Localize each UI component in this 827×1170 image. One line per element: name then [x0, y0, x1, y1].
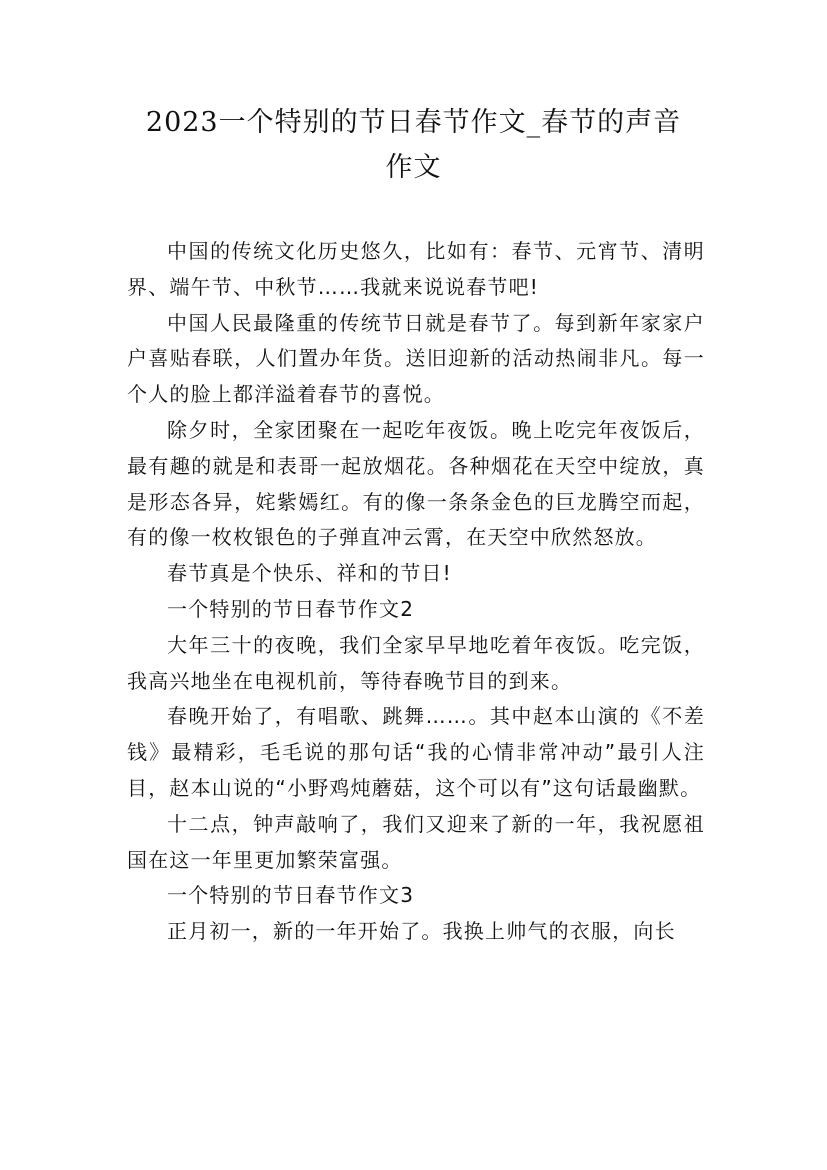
title-line-1: 2023一个特别的节日春节作文_春节的声音 [145, 107, 682, 138]
document-title [100, 100, 727, 190]
paragraph-conclusion: 春节真是个快乐、祥和的节日! [167, 561, 452, 586]
paragraph-dinner: 大年三十的夜晚，我们全家早早地吃着年夜饭。吃完饭，我高兴地坐在电视机前，等待春晚节目的到来。 [127, 632, 705, 693]
paragraph-new-years-eve: 除夕时，全家团聚在一起吃年夜饭。晚上吃完年夜饭后，最有趣的就是和表哥一起放烟花。各种烟花在天空中绽放，真是形态各异，姹紫嫣红。有的像一条条金色的巨龙腾空而起，有的像一枚枚银色的子弹直冲云霄，在天空中欣然怒放。 [127, 417, 705, 550]
paragraph-spring-festival: 中国人民最隆重的传统节日就是春节了。每到新年家家户户喜贴春联，人们置办年货。送旧迎新的活动热闹非凡。每一个人的脸上都洋溢着春节的喜悦。 [127, 310, 705, 407]
section-heading-3: 一个特别的节日春节作文3 [167, 883, 415, 908]
title-line-2: 作文 [385, 152, 442, 183]
section-heading-2: 一个特别的节日春节作文2 [167, 596, 415, 621]
document-body [127, 234, 705, 950]
paragraph-new-year-day: 正月初一，新的一年开始了。我换上帅气的衣服，向长 [167, 919, 676, 944]
paragraph-intro: 中国的传统文化历史悠久，比如有：春节、元宵节、清明界、端午节、中秋节……我就来说说春节吧! [127, 239, 705, 299]
paragraph-gala: 春晚开始了，有唱歌、跳舞……。其中赵本山演的《不差钱》最精彩，毛毛说的那句话“我的心情非常冲动”最引人注目，赵本山说的“小野鸡炖蘑菇，这个可以有”这句话最幽默。 [127, 704, 705, 800]
paragraph-midnight: 十二点，钟声敲响了，我们又迎来了新的一年，我祝愿祖国在这一年里更加繁荣富强。 [127, 811, 705, 872]
